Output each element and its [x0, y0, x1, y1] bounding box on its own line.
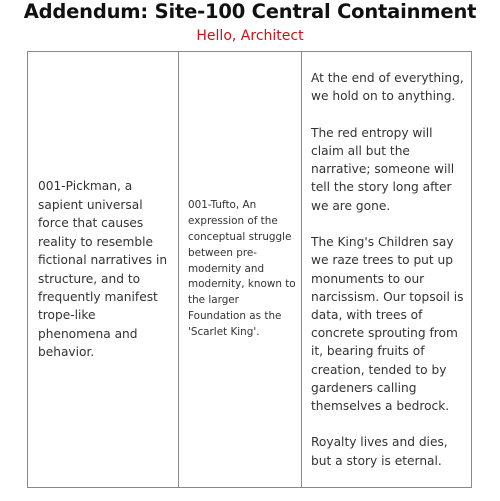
table-cell-pickman	[28, 52, 179, 488]
table-cell-narrative	[302, 52, 472, 488]
pickman-description: 001-Pickman, a sapient universal force that causes reality to resemble fictional narratives in structure, and to frequently manifest trope-like phenomena and behavior.	[38, 179, 168, 360]
table-cell-tufto	[179, 52, 302, 488]
page-title: Addendum: Site-100 Central Containment	[23, 0, 477, 23]
narrative-text: At the end of everything, we hold on to anything. The red entropy will claim all but the narrative; someone will tell the story long after we are gone. The King's Children say we raze trees to put up monuments to our narcissism. Our topsoil is data, with trees of concrete sprouting from it, bearing fruits of creation, tended to by gardeners calling themselves a bedrock. Royalty lives and dies, but a story is eternal.	[311, 71, 464, 468]
content-table	[27, 51, 472, 488]
greeting-text: Hello, Architect	[196, 28, 304, 44]
table-row	[28, 52, 472, 488]
tufto-description: 001-Tufto, An expression of the conceptual struggle between pre-modernity and modernity, known to the larger Foundation as the 'Scarlet King'.	[188, 199, 296, 338]
